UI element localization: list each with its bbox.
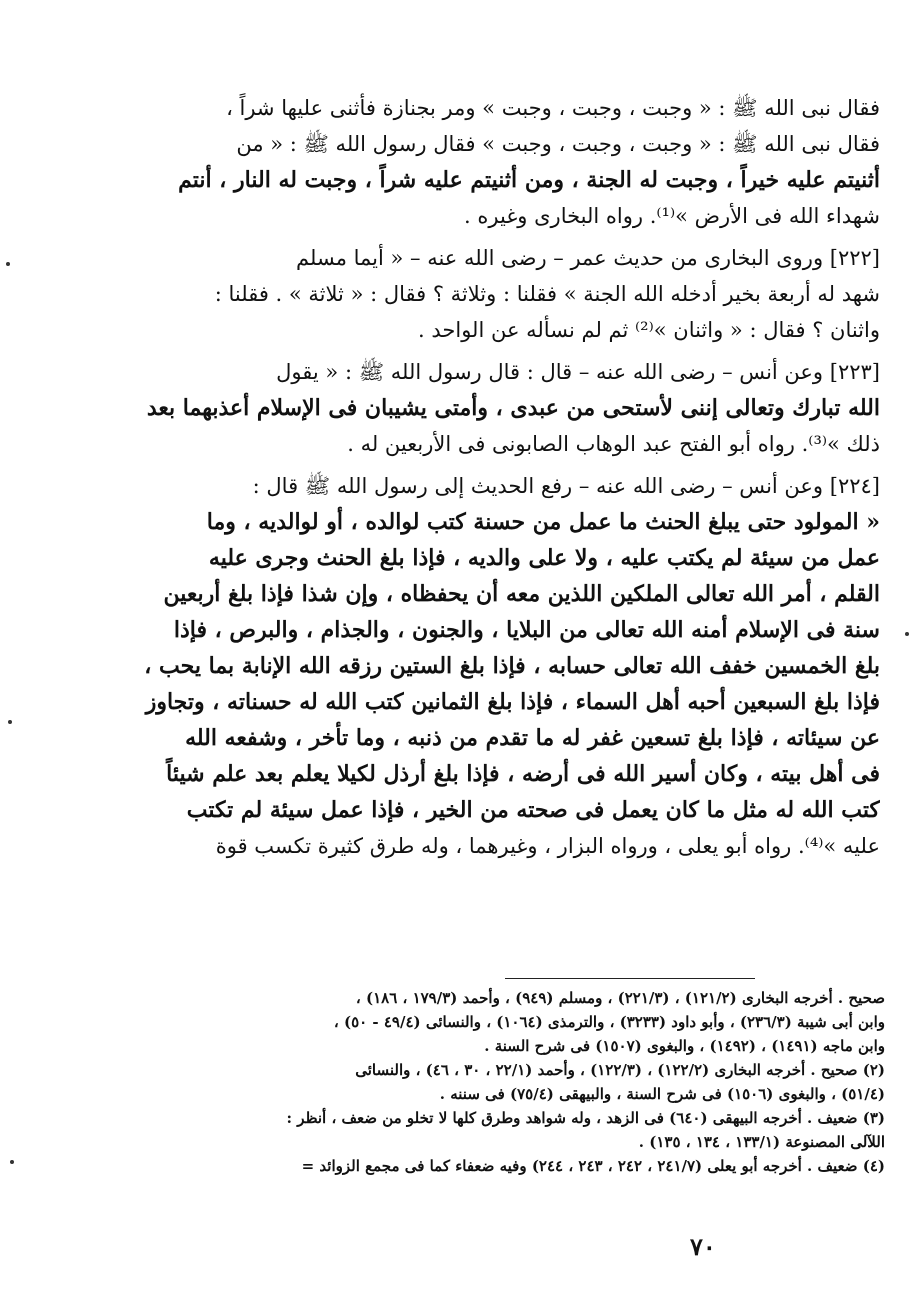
body-line: ذلك »⁽³⁾. رواه أبو الفتح عبد الوهاب الصابونى فى الأربعين له . (347, 432, 880, 456)
body-line: « المولود حتى يبلغ الحنث ما عمل من حسنة كتب لوالده ، أو لوالديه ، وما (206, 509, 880, 535)
footnote-line: وابن ماجه (١٤٩١) ، (١٤٩٢) ، والبغوى (١٥٠٧) فى شرح السنة . (484, 1037, 885, 1055)
body-line: عن سيئاته ، فإذا بلغ تسعين غفر له ما تقدم من ذنبه ، وما تأخر ، وشفعه الله (185, 725, 880, 751)
footnote-line: وابن أبى شيبة (٢٣٦/٣) ، وأبو داود (٣٢٣٣) ، والترمذى (١٠٦٤) ، والنسائى (٤٩/٤ - ٥٠) ، (333, 1013, 885, 1031)
footnote-line: (٤) ضعيف . أخرجه أبو يعلى (٢٤١/٧ ، ٢٤٢ ، ٢٤٣ ، ٢٤٤) وفيه ضعفاء كما فى مجمع الزوائد = (301, 1157, 885, 1175)
body-line: فقال نبى الله ﷺ : « وجبت ، وجبت ، وجبت » فقال رسول الله ﷺ : « من (236, 132, 880, 156)
body-line: الله تبارك وتعالى إننى لأستحى من عبدى ، وأمتى يشيبان فى الإسلام أعذبهما بعد (146, 395, 880, 421)
footnote-line: اللآلى المصنوعة (١٣٣/١ ، ١٣٤ ، ١٣٥) . (638, 1133, 885, 1151)
body-line: واثنان ؟ فقال : « واثنان »⁽²⁾ ثم لم نسأله عن الواحد . (418, 318, 880, 342)
footnote-divider (505, 978, 755, 979)
page-number: ٧٠ (690, 1232, 716, 1261)
body-line: بلغ الخمسين خفف الله تعالى حسابه ، فإذا بلغ الستين رزقه الله الإنابة بما يحب ، (144, 653, 880, 679)
body-line: كتب الله له مثل ما كان يعمل فى صحته من الخير ، فإذا عمل سيئة لم تكتب (186, 797, 880, 823)
body-line: [٢٢٣] وعن أنس – رضى الله عنه – قال : قال رسول الله ﷺ : « يقول (276, 360, 880, 384)
body-line: سنة فى الإسلام أمنه الله تعالى من البلايا ، والجنون ، والجذام ، والبرص ، فإذا (173, 617, 880, 643)
body-line: أثنيتم عليه خيراً ، وجبت له الجنة ، ومن أثنيتم عليه شراً ، وجبت له النار ، أنتم (178, 167, 880, 193)
footnote-line: (٢) صحيح . أخرجه البخارى (١٢٢/٢) ، (١٢٢/٣) ، وأحمد (٢٢/١ ، ٣٠ ، ٤٦) ، والنسائى (355, 1061, 885, 1079)
scan-speck (905, 632, 909, 636)
body-line: شهداء الله فى الأرض »⁽¹⁾. رواه البخارى وغيره . (464, 204, 880, 228)
footnotes (35, 986, 885, 1178)
body-line: فى أهل بيته ، وكان أسير الله فى أرضه ، فإذا بلغ أرذل لكيلا يعلم بعد علم شيئاً (166, 761, 880, 787)
body-line: عليه »⁽⁴⁾. رواه أبو يعلى ، ورواه البزار ، وغيرهما ، وله طرق كثيرة تكسب قوة (215, 834, 880, 858)
footnote-line: (٥١/٤) ، والبغوى (١٥٠٦) فى شرح السنة ، والبيهقى (٧٥/٤) فى سننه . (439, 1085, 885, 1103)
footnote-line: صحيح . أخرجه البخارى (١٢١/٢) ، (٢٢١/٣) ، ومسلم (٩٤٩) ، وأحمد (١٧٩/٣ ، ١٨٦) ، (355, 989, 885, 1007)
footnote-line: (٣) ضعيف . أخرجه البيهقى (٦٤٠) فى الزهد ، وله شواهد وطرق كلها لا تخلو من ضعف ، أنظر : (286, 1109, 885, 1127)
body-line: شهد له أربعة بخير أدخله الله الجنة » فقلنا : وثلاثة ؟ فقال : « ثلاثة » . فقلنا : (214, 282, 880, 306)
body-line: فقال نبى الله ﷺ : « وجبت ، وجبت ، وجبت » ومر بجنازة فأثنى عليها شراً ، (226, 96, 880, 120)
body-line: عمل من سيئة لم يكتب عليه ، ولا على والديه ، فإذا بلغ الحنث وجرى عليه (208, 545, 880, 571)
body-line: فإذا بلغ السبعين أحبه أهل السماء ، فإذا بلغ الثمانين كتب الله له حسناته ، وتجاوز (145, 689, 880, 715)
body-line: [٢٢٤] وعن أنس – رضى الله عنه – رفع الحديث إلى رسول الله ﷺ قال : (252, 474, 880, 498)
scan-speck (10, 1160, 14, 1164)
scan-speck (8, 720, 12, 724)
body-line: [٢٢٢] وروى البخارى من حديث عمر – رضى الله عنه – « أيما مسلم (296, 246, 880, 270)
body-line: القلم ، أمر الله تعالى الملكين اللذين معه أن يحفظاه ، وإن شذا فإذا بلغ أربعين (163, 581, 880, 607)
scan-speck (6, 262, 10, 266)
page-body (40, 90, 880, 864)
